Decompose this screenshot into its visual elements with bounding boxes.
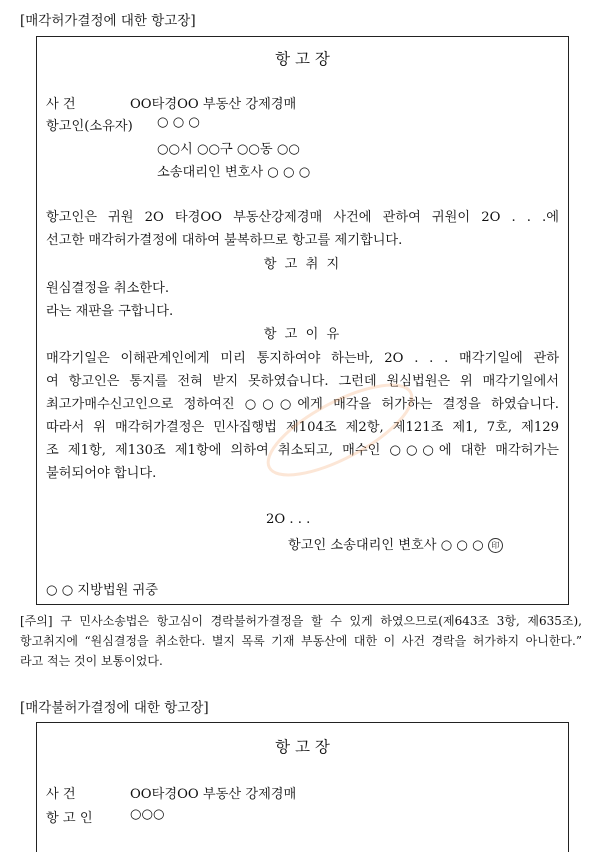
note-line: 라고 적는 것이 보통이었다. (20, 654, 163, 668)
reason-line: 조 제1항, 제130조 제1항에 의하여 취소되고, 매수인 ○○○에 대한 매각허가는 (46, 443, 559, 458)
case-label: 사 건 (46, 787, 76, 802)
reason-line: 여 항고인은 통지를 전혀 받지 못하였습니다. 그런데 원심법원은 위 매각기일에서 (46, 374, 559, 389)
body-paragraph-line: 항고인은 귀원 2O 타경OO 부동산강제경매 사건에 관하여 귀원이 2O . . .에 (46, 210, 559, 225)
purpose-heading: 항 고 취 지 (263, 257, 342, 272)
note-line: [주의] 구 민사소송법은 항고심이 경락불허가결정을 할 수 있게 하였으므로(제643조 3항, 제635조), (20, 614, 582, 628)
case-label: 사 건 (46, 97, 76, 112)
body-paragraph-line: 선고한 매각허가결정에 대하여 불복하므로 항고를 제기합니다. (46, 233, 403, 248)
case-value: OO타경OO 부동산 강제경매 (130, 787, 297, 802)
signature-line (288, 534, 503, 553)
appellant-name: ○○○ (130, 807, 165, 822)
reason-line: 불허되어야 합니다. (46, 466, 157, 481)
document-title: 항 고 장 (275, 50, 330, 68)
signature-text: 항고인 소송대리인 변호사 ○ ○ ○ (288, 538, 484, 553)
seal-icon: 印 (488, 538, 503, 553)
appellant-label: 항 고 인 (46, 811, 93, 826)
appeal-document-disapproval (36, 722, 569, 852)
court-addressee: ○ ○ 지방법원 귀중 (46, 583, 159, 598)
reason-line: 매각기일은 이해관계인에게 미리 통지하여야 하는바, 2O . . . 매각기일에 관하 (46, 351, 559, 366)
purpose-line: 원심결정을 취소한다. (46, 281, 170, 296)
section-heading-disapproval: [매각불허가결정에 대한 항고장] (20, 700, 209, 716)
appellant-label: 항고인(소유자) (46, 119, 133, 134)
reason-line: 최고가매수신고인으로 정하여진 ○○○에게 매각을 허가하는 결정을 하였습니다. (46, 397, 559, 412)
purpose-line: 라는 재판을 구합니다. (46, 304, 174, 319)
attorney-line: 소송대리인 변호사 ○ ○ ○ (157, 165, 311, 180)
appellant-address: ○○시 ○○구 ○○동 ○○ (157, 142, 300, 157)
reason-heading: 항 고 이 유 (263, 327, 342, 342)
filing-date: 2O . . . (266, 512, 311, 527)
section-heading-approval: [매각허가결정에 대한 항고장] (20, 13, 196, 29)
case-value: OO타경OO 부동산 강제경매 (130, 97, 297, 112)
note-line: 항고취지에 “원심결정을 취소한다. 별지 목록 기재 부동산에 대한 이 사건 경락을 허가하지 아니한다.” (20, 634, 582, 648)
appellant-name: ○ ○ ○ (157, 115, 200, 130)
reason-line: 따라서 위 매각허가결정은 민사집행법 제104조 제2항, 제121조 제1, 7호, 제129 (46, 420, 559, 435)
appeal-document-approval (36, 36, 569, 605)
document-title: 항 고 장 (275, 738, 330, 756)
